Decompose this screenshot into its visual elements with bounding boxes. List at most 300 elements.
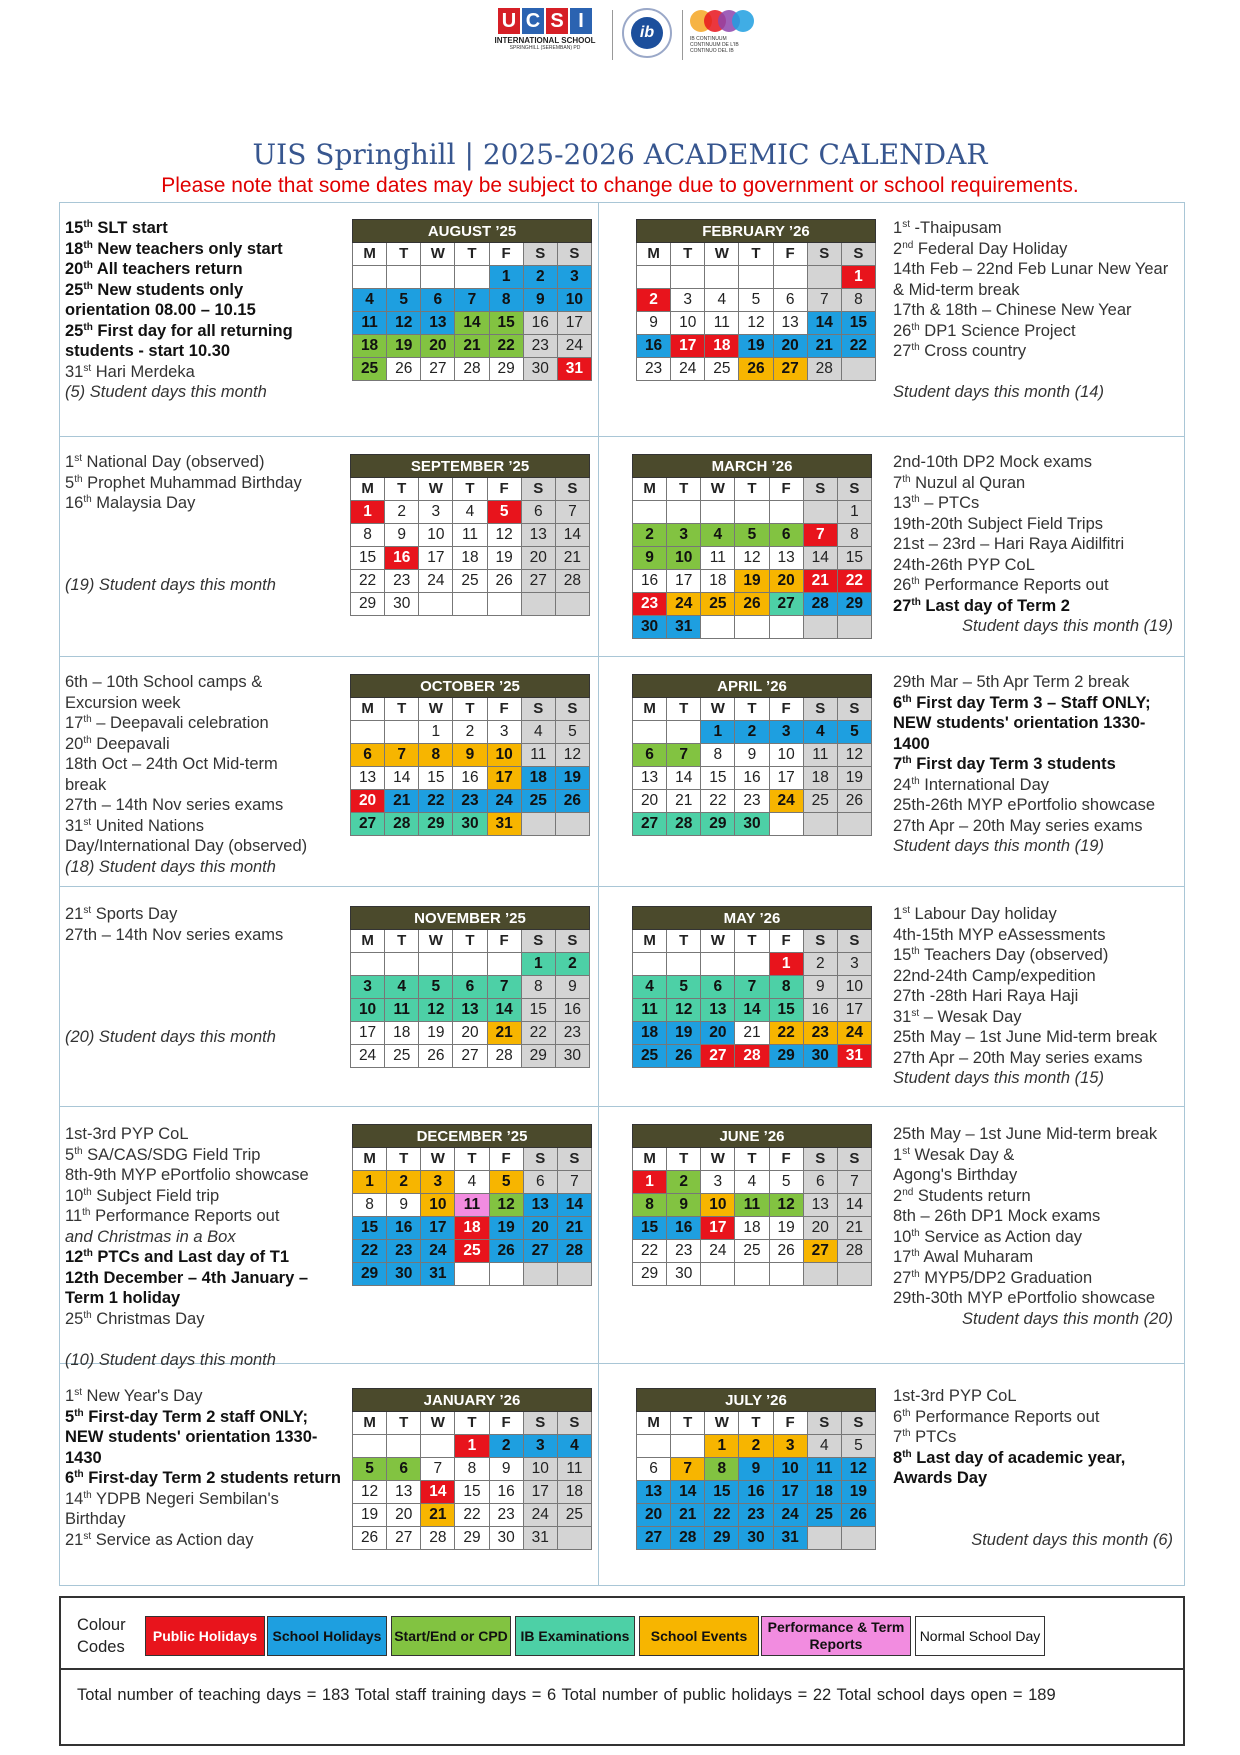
day-cell: 23 [453,790,487,813]
ib-continuum-logo [690,8,760,60]
weekday-header: T [671,243,705,266]
note-line: (5) Student days this month [65,383,267,401]
legend-item: School Events [639,1616,759,1656]
day-cell: 3 [671,289,705,312]
day-cell: 6 [421,289,455,312]
day-cell: 6 [770,524,804,547]
notes-june [893,1124,1173,1329]
day-cell: 1 [842,266,876,289]
day-cell: 18 [455,1217,489,1240]
day-cell: 13 [453,999,487,1022]
weekday-header: T [453,698,487,721]
day-cell: 11 [522,744,556,767]
day-cell: 22 [838,570,872,593]
day-cell: 3 [667,524,701,547]
day-cell: 10 [838,976,872,999]
day-cell: 17 [770,767,804,790]
month-june [632,1124,872,1286]
month-days-grid [632,930,872,1068]
day-cell: 17 [419,547,453,570]
ordinal-suffix: th [74,473,83,485]
weekday-header: T [453,478,487,501]
weekday-header: S [838,1148,872,1171]
day-cell: 4 [701,524,735,547]
empty-cell [735,953,769,976]
note-line: 27th Cross country [893,342,1027,360]
empty-cell [633,501,667,524]
weekday-header: F [490,243,524,266]
day-cell: 7 [735,976,769,999]
day-cell: 15 [490,312,524,335]
empty-cell [419,593,453,616]
header-logos [0,6,1240,62]
legend-item: Performance & Term Reports [761,1616,911,1656]
legend-item: School Holidays [267,1616,387,1656]
note-line: 1st Labour Day holiday [893,905,1057,923]
day-cell: 13 [637,1481,671,1504]
empty-cell [387,1435,421,1458]
day-cell: 9 [633,547,667,570]
ordinal-suffix: th [82,1207,91,1218]
day-cell: 7 [804,524,838,547]
day-cell: 28 [421,1527,455,1550]
ordinal-suffix: th [911,775,920,787]
day-cell: 21 [667,790,701,813]
day-cell: 21 [488,1022,522,1045]
day-cell: 2 [453,721,487,744]
day-cell: 21 [838,1217,872,1240]
empty-cell [808,1527,842,1550]
note-line [65,514,345,535]
day-cell: 24 [667,593,701,616]
day-cell: 12 [667,999,701,1022]
day-cell: 14 [556,524,590,547]
day-cell: 1 [838,501,872,524]
ordinal-suffix: nd [902,1186,914,1198]
ordinal-suffix: st [911,1007,920,1019]
day-cell: 2 [633,524,667,547]
colour-codes-label [77,1614,126,1658]
note-line [65,986,345,1007]
day-cell: 29 [419,813,453,836]
month-title: JANUARY ’26 [352,1388,592,1412]
month-days-grid [352,243,592,381]
day-cell: 10 [671,312,705,335]
day-cell: 30 [667,1263,701,1286]
weekday-header: W [419,478,453,501]
day-cell: 14 [804,547,838,570]
month-december [352,1124,592,1286]
row-divider [60,1106,1184,1107]
day-cell: 25 [353,358,387,381]
note-line: 25th New students only [65,280,244,299]
month-days-grid [350,478,590,616]
note-line: 16th Malaysia Day [65,494,196,512]
day-cell: 5 [739,289,773,312]
note-line: students - start 10.30 [65,342,231,360]
day-cell: 27 [522,570,556,593]
month-february [636,219,876,381]
month-days-grid [352,1148,592,1286]
day-cell: 2 [556,953,590,976]
day-cell: 14 [667,767,701,790]
day-cell: 15 [770,999,804,1022]
weekday-header: W [705,243,739,266]
day-cell: 13 [421,312,455,335]
day-cell: 6 [637,1458,671,1481]
day-cell: 26 [387,358,421,381]
day-cell: 28 [556,570,590,593]
month-september [350,454,590,616]
ordinal-suffix: th [911,494,920,505]
day-cell: 15 [838,547,872,570]
note-line [65,534,345,555]
ordinal-suffix: th [83,1309,92,1321]
day-cell: 21 [808,335,842,358]
day-cell: 16 [453,767,487,790]
day-cell: 9 [490,1458,524,1481]
weekday-header: S [842,1412,876,1435]
empty-cell [558,1527,592,1550]
note-line: 2nd Students return [893,1186,1031,1205]
day-cell: 19 [488,547,522,570]
day-cell: 16 [804,999,838,1022]
note-line: 13th – PTCs [893,494,980,512]
empty-cell [637,1435,671,1458]
day-cell: 26 [770,1240,804,1263]
ucsi-letter: I [570,8,592,34]
day-cell: 11 [385,999,419,1022]
day-cell: 4 [455,1171,489,1194]
note-line: 1400 [893,734,930,753]
day-cell: 3 [558,266,592,289]
note-line: (18) Student days this month [65,857,276,876]
month-days-grid [352,1412,592,1550]
ordinal-suffix: th [911,1227,920,1239]
weekday-header: S [842,243,876,266]
weekday-header: M [637,1412,671,1435]
day-cell: 10 [524,1458,558,1481]
note-line: 29th Mar – 5th Apr Term 2 break [893,673,1130,691]
day-cell: 24 [524,1504,558,1527]
day-cell: 19 [770,1217,804,1240]
day-cell: 23 [385,570,419,593]
day-cell: 29 [701,813,735,836]
day-cell: 20 [770,570,804,593]
day-cell: 10 [770,744,804,767]
day-cell: 1 [701,721,735,744]
day-cell: 12 [770,1194,804,1217]
day-cell: 5 [488,501,522,524]
row-divider [60,656,1184,657]
day-cell: 8 [419,744,453,767]
empty-cell [490,1263,524,1286]
continuum-text [690,36,760,54]
ordinal-suffix: th [83,1186,92,1198]
day-cell: 16 [637,335,671,358]
day-cell: 1 [351,501,385,524]
weekday-header: T [453,930,487,953]
weekday-header: F [770,698,804,721]
ucsi-letters [485,8,605,34]
day-cell: 6 [453,976,487,999]
empty-cell [735,616,769,639]
day-cell: 6 [351,744,385,767]
weekday-header: F [488,930,522,953]
weekday-header: W [701,1148,735,1171]
day-cell: 14 [838,1194,872,1217]
weekday-header: W [421,1412,455,1435]
ordinal-suffix: st [83,816,92,828]
day-cell: 3 [770,721,804,744]
notes-september [65,452,345,596]
day-cell: 4 [558,1435,592,1458]
empty-cell [808,266,842,289]
day-cell: 10 [774,1458,808,1481]
day-cell: 14 [385,767,419,790]
day-cell: 19 [419,1022,453,1045]
day-cell: 4 [385,976,419,999]
day-cell: 21 [455,335,489,358]
day-cell: 14 [808,312,842,335]
note-line [65,945,345,966]
empty-cell [838,813,872,836]
day-cell: 15 [842,312,876,335]
day-cell: 16 [633,570,667,593]
note-line: 8th-9th MYP ePortfolio showcase [65,1166,309,1184]
day-cell: 1 [455,1435,489,1458]
weekday-header: M [353,1412,387,1435]
day-cell: 17 [701,1217,735,1240]
notes-march [893,452,1173,637]
note-line: 20th All teachers return [65,260,243,278]
ordinal-suffix: th [911,1268,920,1280]
day-cell: 23 [804,1022,838,1045]
day-cell: 17 [671,335,705,358]
empty-cell [455,1263,489,1286]
weekday-header: S [522,698,556,721]
note-line: Birthday [65,1510,126,1528]
month-days-grid [350,698,590,836]
day-cell: 16 [667,1217,701,1240]
day-cell: 29 [838,593,872,616]
day-cell: 1 [705,1435,739,1458]
weekday-header: T [739,243,773,266]
note-line: (10) Student days this month [65,1350,276,1369]
weekday-header: M [633,930,667,953]
day-cell: 9 [637,312,671,335]
day-cell: 4 [453,501,487,524]
weekday-header: F [770,478,804,501]
weekday-header: T [455,1412,489,1435]
notes-april [893,672,1183,857]
month-january [352,1388,592,1550]
day-cell: 30 [524,358,558,381]
day-cell: 14 [455,312,489,335]
note-line: Student days this month (20) [962,1309,1173,1328]
note-line: 1st -Thaipusam [893,219,1002,237]
month-march [632,454,872,639]
weekday-header: S [556,478,590,501]
weekday-header: T [385,478,419,501]
day-cell: 5 [770,1171,804,1194]
day-cell: 18 [385,1022,419,1045]
weekday-header: M [353,243,387,266]
day-cell: 25 [385,1045,419,1068]
day-cell: 7 [838,1171,872,1194]
day-cell: 18 [701,570,735,593]
day-cell: 28 [838,1240,872,1263]
ordinal-suffix: th [83,714,92,725]
day-cell: 3 [774,1435,808,1458]
day-cell: 17 [774,1481,808,1504]
day-cell: 26 [419,1045,453,1068]
empty-cell [633,721,667,744]
day-cell: 12 [739,312,773,335]
note-line: Student days this month (6) [971,1530,1173,1549]
day-cell: 9 [804,976,838,999]
empty-cell [351,953,385,976]
day-cell: 22 [490,335,524,358]
day-cell: 20 [421,335,455,358]
month-title: JULY ’26 [636,1388,876,1412]
ordinal-suffix: th [911,576,920,587]
day-cell: 20 [522,547,556,570]
day-cell: 16 [524,312,558,335]
ordinal-suffix: st [83,362,92,374]
note-line: orientation 08.00 – 10.15 [65,301,256,319]
day-cell: 24 [701,1240,735,1263]
month-days-grid [632,478,872,639]
empty-cell [770,813,804,836]
day-cell: 25 [808,1504,842,1527]
day-cell: 15 [455,1481,489,1504]
note-line [893,1509,1173,1530]
ordinal-suffix: nd [902,239,914,251]
day-cell: 13 [522,524,556,547]
day-cell: 6 [522,501,556,524]
note-line: 27th -28th Hari Raya Haji [893,987,1079,1005]
day-cell: 25 [701,593,735,616]
day-cell: 24 [421,1240,455,1263]
month-title: MAY ’26 [632,906,872,930]
ucsi-letter: S [546,8,568,34]
day-cell: 30 [633,616,667,639]
day-cell: 20 [637,1504,671,1527]
day-cell: 22 [842,335,876,358]
day-cell: 25 [633,1045,667,1068]
ordinal-suffix: th [911,946,920,957]
day-cell: 8 [842,289,876,312]
empty-cell [522,813,556,836]
note-line: 8th Last day of academic year, [893,1448,1126,1467]
day-cell: 9 [524,289,558,312]
day-cell: 14 [558,1194,592,1217]
empty-cell [838,1263,872,1286]
note-line: Term 1 holiday [65,1289,181,1307]
note-line: break [65,775,107,794]
note-line: 1430 [65,1448,102,1467]
weekday-header: M [351,930,385,953]
day-cell: 8 [455,1458,489,1481]
empty-cell [556,593,590,616]
ordinal-suffix: th [911,342,920,353]
day-cell: 29 [522,1045,556,1068]
day-cell: 19 [490,1217,524,1240]
day-cell: 8 [705,1458,739,1481]
day-cell: 7 [385,744,419,767]
empty-cell [770,1263,804,1286]
day-cell: 17 [351,1022,385,1045]
day-cell: 3 [419,501,453,524]
day-cell: 16 [739,1481,773,1504]
weekday-header: M [637,243,671,266]
day-cell: 23 [524,335,558,358]
month-title: MARCH ’26 [632,454,872,478]
day-cell: 21 [804,570,838,593]
weekday-header: T [455,1148,489,1171]
day-cell: 7 [556,501,590,524]
day-cell: 29 [490,358,524,381]
day-cell: 24 [351,1045,385,1068]
calendar-grid [59,202,1185,1586]
day-cell: 17 [421,1217,455,1240]
day-cell: 4 [353,289,387,312]
weekday-header: S [522,478,556,501]
ordinal-suffix: th [83,1489,92,1501]
day-cell: 27 [770,593,804,616]
day-cell: 6 [387,1458,421,1481]
day-cell: 22 [705,1504,739,1527]
note-line: Excursion week [65,693,181,712]
day-cell: 20 [453,1022,487,1045]
note-line: 4th-15th MYP eAssessments [893,925,1106,944]
empty-cell [842,358,876,381]
day-cell: 25 [705,358,739,381]
day-cell: 28 [808,358,842,381]
weekday-header: S [524,1412,558,1435]
empty-cell [735,501,769,524]
ucsi-logo [485,8,605,60]
day-cell: 10 [351,999,385,1022]
note-line: 2nd-10th DP2 Mock exams [893,453,1093,471]
day-cell: 2 [387,1171,421,1194]
day-cell: 8 [490,289,524,312]
day-cell: 31 [524,1527,558,1550]
empty-cell [804,501,838,524]
day-cell: 19 [838,767,872,790]
day-cell: 19 [556,767,590,790]
day-cell: 18 [558,1481,592,1504]
day-cell: 25 [522,790,556,813]
day-cell: 6 [633,744,667,767]
day-cell: 9 [556,976,590,999]
colour-label-line2: Codes [77,1638,125,1656]
ordinal-suffix: th [83,280,93,292]
day-cell: 26 [490,1240,524,1263]
day-cell: 27 [804,1240,838,1263]
day-cell: 13 [351,767,385,790]
day-cell: 5 [387,289,421,312]
weekday-header: S [838,930,872,953]
note-line [893,362,1183,383]
day-cell: 27 [421,358,455,381]
day-cell: 18 [808,1481,842,1504]
ordinal-suffix: th [83,219,93,230]
day-cell: 11 [455,1194,489,1217]
ordinal-suffix: st [902,1145,910,1157]
ordinal-suffix: th [83,1248,93,1259]
